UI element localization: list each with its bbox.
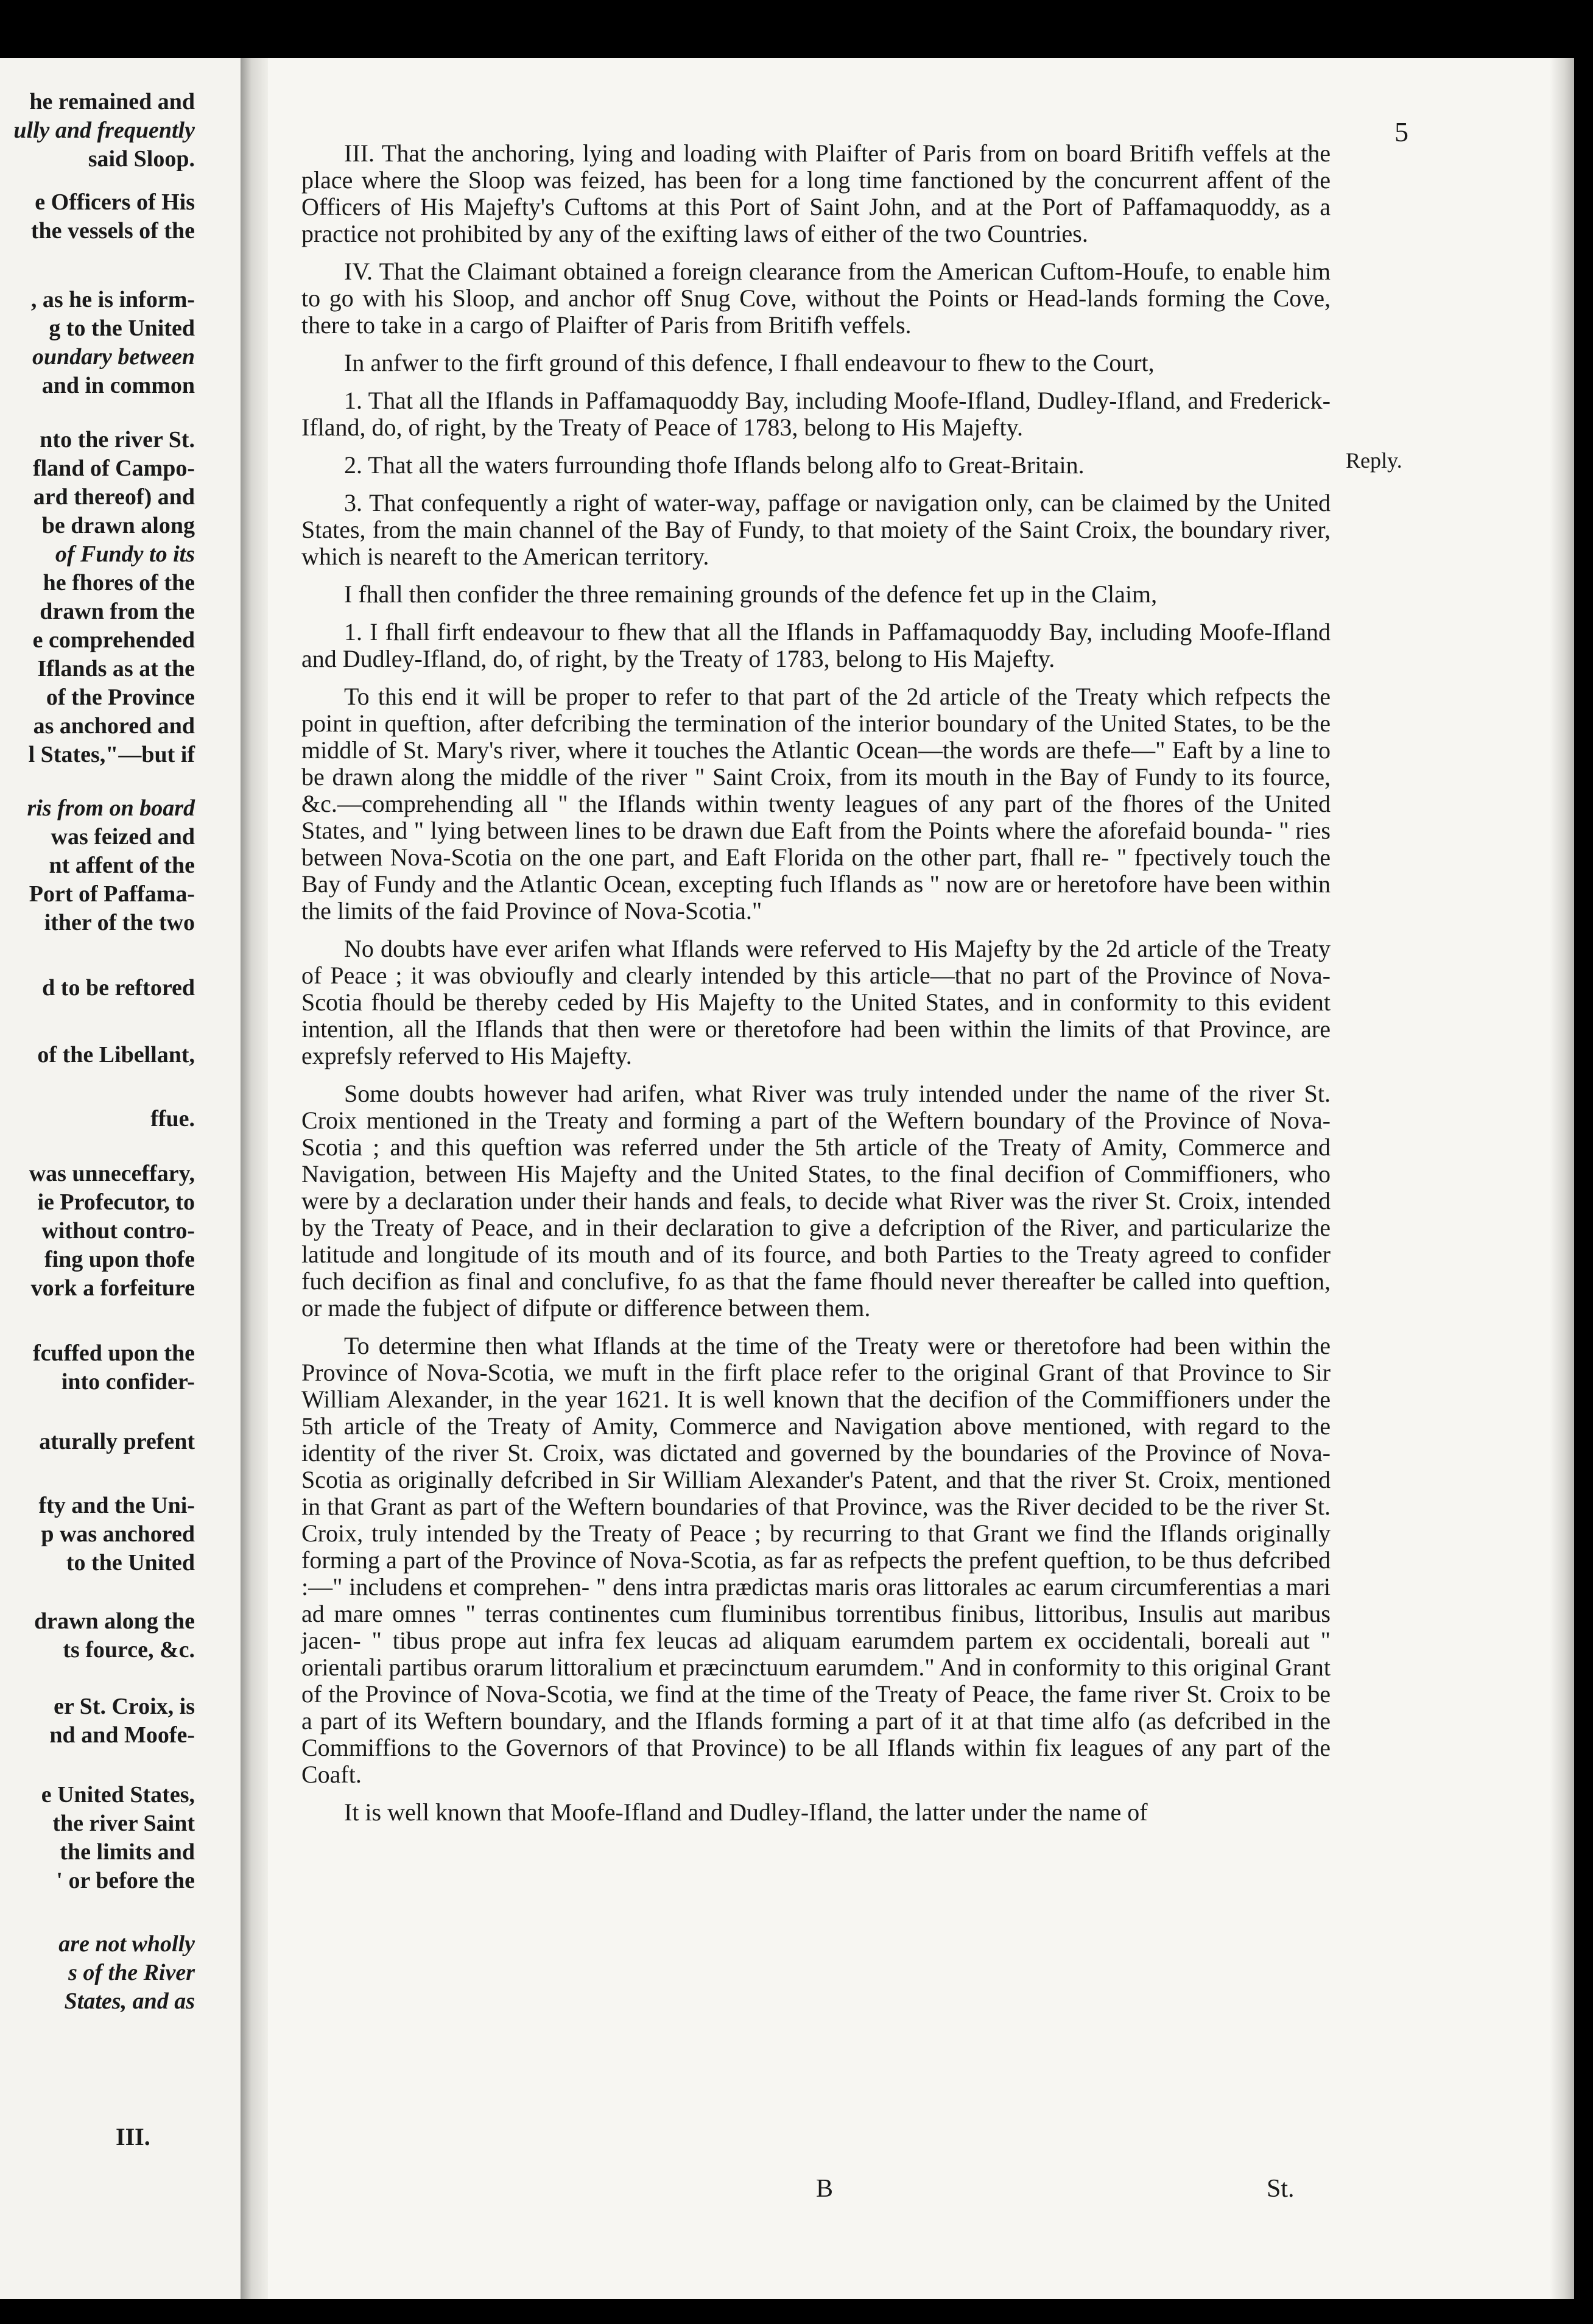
left-page-line: d to be reftored [42,975,195,1001]
left-page-line: er St. Croix, is [54,1694,195,1719]
left-page-line: ' or before the [56,1868,195,1893]
left-page-line: fcuffed upon the [32,1340,195,1366]
paragraph-point-2: 2. That all the waters furrounding thofe Iflands belong alfo to Great-Britain. [344,451,1085,479]
left-page-line: he remained and [29,89,195,114]
paragraph-point-1: 1. That all the Iflands in Paffamaquoddy Bay, including Moofe-Ifland, Dudley-Ifland, and Frederick-Ifland, do, of right, by the Treaty of Peace of 1783, belong to His Majefty. [301,387,1331,441]
left-page-line: of Fundy to its [55,541,195,567]
left-page-line: the river Saint [52,1811,195,1836]
left-page-line: ts fource, &c. [63,1637,195,1663]
left-page-line: he fhores of the [43,570,195,596]
left-page-line: ither of the two [44,910,195,935]
left-page-line: and in common [41,373,195,398]
paragraph-to-determine: To determine then what Iflands at the time of the Treaty were or theretofore had been within the Province of Nova-Scotia, we muft in the firft place refer to the original Grant of that Province to Sir William Alexander, in the year 1621. It is well known that the decifion of the Commiffioners under the 5th article of the Treaty of Amity, Commerce and Navigation above mentioned, with regard to the identity of the river St. Croix, was dictated and governed by the boundaries of the Province of Nova-Scotia as originally defcribed in Sir William Alexander's Patent, and that the river St. Croix, mentioned in that Grant as part of the Weftern boundaries of that Province, was the River decided to be the river St. Croix, truly intended by the Treaty of Peace ; by recurring to that Grant we find the Iflands originally forming a part of the Province of Nova-Scotia, as far as refpects the prefent queftion, to be thus defcribed :—" includens et comprehen- " dens intra prædictas maris oras littorales ac earum circumferentias a mari ad mare omnes " terras continentes cum fluminibus torrentibus finibus, littoribus, Insulis aut maribus jacen- " tibus prope aut infra fex leucas ad aliquam earumdem partem ex occidentali, boreali aut " orientali partibus orarum littoralium et præcinctuum earumdem." And in conformity to this original Grant of the Province of Nova-Scotia, we find at the time of the Treaty of Peace, the fame river St. Croix to be a part of its Weftern boundary, and the Iflands forming a part of it at that time alfo (as defcribed in the Commiffions to the Governors of that Province) to be all Iflands within fix leagues of any part of the Coaft. [301,1332,1331,1788]
left-page-line: drawn along the [34,1608,195,1634]
left-page-line: p was anchored [41,1521,195,1547]
left-page-line: ffue. [150,1106,195,1132]
left-page-line: s of the River [68,1960,195,1985]
body-text [301,140,1331,1837]
paragraph-no-doubts: No doubts have ever arifen what Iflands were referved to His Majefty by the 2d article of the Treaty of Peace ; it was obvioufly and clearly intended by this article—that no part of the Province of Nova-Scotia fhould be thereby ceded by His Majefty to the United States, and in conformity to this evident intention, all the Iflands that then were or theretofore had been within the limits of that Province, are exprefsly referved to His Majefty. [301,935,1331,1069]
left-page-line: of the Province [46,685,195,710]
main-page [268,58,1574,2299]
left-page-line: as anchored and [33,713,195,739]
left-page-line: e comprehended [32,627,195,653]
paragraph-moose-island: It is well known that Moofe-Ifland and Dudley-Ifland, the latter under the name of [344,1798,1148,1826]
left-page-line: Iflands as at the [37,656,195,681]
left-page-catchword: III. [116,2123,150,2150]
left-page-line: l States,"—but if [28,742,195,767]
left-page-line: of the Libellant, [37,1042,195,1068]
page-footer [268,2174,1382,2205]
page-number: 5 [1394,116,1408,147]
left-facing-page [0,58,241,2299]
paragraph-defence-iii: III. That the anchoring, lying and loading with Plaifter of Paris from on board Britifh veffels at the place where the Sloop was feized, has been for a long time fanctioned by the concurrent affent of the Officers of His Majefty's Cuftoms at this Port of Saint John, and at the Port of Paffamaquoddy, as a practice not prohibited by any of the exifting laws of either of the two Countries. [301,139,1331,247]
paragraph-remaining-grounds: I fhall then confider the three remaining grounds of the defence fet up in the Claim, [344,580,1158,608]
left-page-line: was unneceffary, [29,1161,195,1186]
paragraph-point-3: 3. That confequently a right of water-way, paffage or navigation only, can be claimed by the United States, from the main channel of the Bay of Fundy, to that moiety of the Saint Croix, the boundary river, which is neareft to the American territory. [301,489,1331,570]
left-page-line: be drawn along [41,513,195,538]
signature-mark: B [816,2175,834,2203]
left-page-line: fland of Campo- [32,456,195,481]
left-page-line: drawn from the [40,599,195,624]
paragraph-some-doubts: Some doubts however had arifen, what River was truly intended under the name of the river St. Croix mentioned in the Treaty and forming a part of the Weftern boundary of the Province of Nova-Scotia ; and this queftion was referred under the 5th article of the Treaty of Amity, Commerce and Navigation, between His Majefty and the United States, to the final decifion of Commiffioners, who were by a declaration under their hands and feals, to decide what River was the river St. Croix, intended by the Treaty of Peace, and in their declaration to give a defcription of the River, and particularize the latitude and longitude of its mouth and of its fource, and both Parties to the Treaty agreed to confider fuch decifion as final and conclufive, fo as that the fame fhould never thereafter be called into queftion, or made the fubject of difpute or difference between them. [301,1080,1331,1322]
paragraph-treaty-article: To this end it will be proper to refer to that part of the 2d article of the Treaty which refpects the point in queftion, after defcribing the termination of the interior boundary of the United States, to be the middle of St. Mary's river, where it touches the Atlantic Ocean—the words are thefe—" Eaft by a line to be drawn along the middle of the river " Saint Croix, from its mouth in the Bay of Fundy to its fource, &c.—comprehending all " the Iflands within twenty leagues of any part of the fhores of the United States, and " lying between lines to be drawn due Eaft from the Points where the aforefaid bounda- " ries between Nova-Scotia on the one part, and Eaft Florida on the other part, fhall re- " fpectively touch the Bay of Fundy and the Atlantic Ocean, excepting fuch Iflands as " now are or heretofore have been within the limits of the faid Province of Nova-Scotia." [301,683,1331,924]
margin-note-reply: Reply. [1346,448,1402,473]
left-page-line: , as he is inform- [30,287,195,312]
left-page-line: are not wholly [58,1931,195,1957]
left-page-line: fing upon thofe [44,1247,195,1272]
left-page-line: said Sloop. [88,146,195,172]
left-page-line: g to the United [49,315,195,341]
left-page-line: ully and frequently [13,118,195,143]
paragraph-first-endeavour: 1. I fhall firft endeavour to fhew that all the Iflands in Paffamaquoddy Bay, including Moofe-Ifland and Dudley-Ifland, do, of right, by the Treaty of 1783, belong to His Majefty. [301,618,1331,672]
left-page-line: without contro- [41,1218,195,1244]
paragraph-answer-intro: In anfwer to the firft ground of this defence, I fhall endeavour to fhew to the Court, [344,349,1155,376]
left-page-line: vork a forfeiture [30,1275,195,1301]
left-page-line: the vessels of the [30,218,195,244]
left-page-line: was feized and [51,824,195,850]
book-gutter [241,58,268,2299]
left-page-line: aturally prefent [39,1429,195,1454]
catchword: St. [1267,2175,1295,2203]
left-page-line: nt affent of the [49,853,195,878]
paragraph-defence-iv: IV. That the Claimant obtained a foreign clearance from the American Cuftom-Houfe, to enable him to go with his Sloop, and anchor off Snug Cove, without the Points or Head-lands forming the Cove, there to take in a cargo of Plaifter of Paris from Britifh veffels. [301,258,1331,339]
left-page-line: States, and as [64,1988,195,2014]
left-page-line: to the United [66,1550,195,1576]
left-page-line: nto the river St. [40,427,195,452]
left-page-line: fty and the Uni- [38,1493,195,1518]
left-page-line: ie Profecutor, to [37,1189,195,1215]
left-page-line: ris from on board [27,795,195,821]
left-page-line: ard thereof) and [33,484,195,510]
left-page-line: Port of Paffama- [29,881,195,907]
page-edge-shadow [1550,58,1574,2299]
left-page-line: the limits and [60,1839,195,1865]
left-page-line: oundary between [32,344,195,370]
left-page-line: nd and Moofe- [49,1722,195,1748]
left-page-line: e United States, [41,1782,195,1808]
left-page-line: into confider- [61,1369,195,1395]
left-page-line: e Officers of His [35,189,195,215]
